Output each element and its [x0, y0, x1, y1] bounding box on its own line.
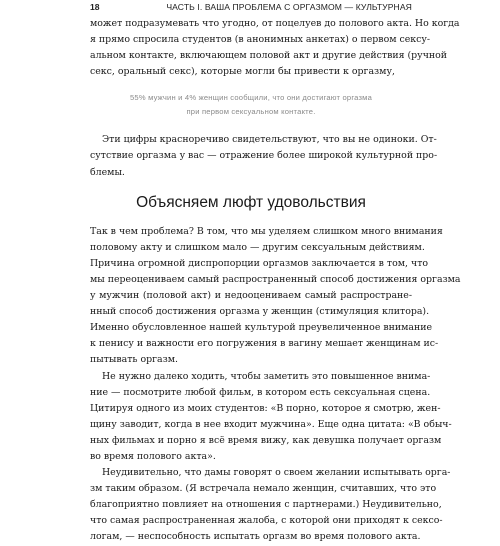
text-line: ных фильмах и порно я всё время вижу, как девушка получает оргазм: [90, 434, 442, 446]
text-line: блемы.: [90, 166, 125, 178]
text-line: зм таким образом. (Я встречала немало женщин, считавших, что это: [90, 483, 437, 495]
page-header: [90, 0, 412, 14]
page-number: 18: [90, 2, 100, 12]
paragraph-4: [90, 369, 452, 466]
callout-line: при первом сексуальном контакте.: [186, 107, 316, 117]
text-line: пытывать оргазм.: [90, 354, 179, 366]
text-line: секс, оральный секс), которые могли бы привести к оргазму,: [90, 66, 395, 78]
text-line: Так в чем проблема? В том, что мы уделяем слишком много внимания: [90, 225, 443, 237]
text-line: мы переоцениваем самый распространенный способ достижения оргазма: [90, 273, 461, 285]
text-line: щину заводит, когда в нее входит мужчина». Еще одна цитата: «В обыч-: [90, 418, 452, 430]
text-line: у мужчин (половой акт) и недооцениваем самый распростране-: [90, 290, 412, 302]
text-line: сутствие оргазма у вас — отражение более широкой культурной про-: [90, 150, 438, 162]
callout-line: 55% мужчин и 4% женщин сообщили, что они достигают оргазма: [129, 93, 373, 103]
text-line: Эти цифры красноречиво свидетельствуют, что вы не одиноки. От-: [102, 134, 437, 146]
statistic-callout: [90, 91, 412, 119]
text-line: Не нужно далеко ходить, чтобы заметить это повышенное внима-: [102, 370, 431, 382]
section-heading: Объясняем люфт удовольствия: [136, 193, 366, 211]
text-line: альном контакте, включающем половой акт и другие действия (ручной: [90, 50, 448, 62]
paragraph-3: [90, 224, 461, 369]
text-line: я прямо спросила студентов (в анонимных анкетах) о первом сексу-: [90, 34, 431, 46]
page-body: [90, 16, 461, 546]
text-line: Цитируя одного из моих студентов: «В порно, которое я смотрю, жен-: [90, 402, 441, 414]
paragraph-5: [90, 465, 451, 545]
text-line: логам, — неспособность испытать оргазм во время полового акта.: [90, 531, 421, 543]
text-line: Неудивительно, что дамы говорят о своем желании испытывать орга-: [102, 467, 451, 479]
text-line: нный способ достижения оргазма у женщин (стимуляция клитора).: [90, 306, 430, 318]
text-line: ние — посмотрите любой фильм, в котором есть сексуальная сцена.: [90, 386, 431, 398]
text-line: может подразумевать что угодно, от поцелуев до полового акта. Но когда: [90, 18, 460, 29]
text-line: благоприятно повлияет на отношения с партнерами.) Неудивительно,: [90, 499, 442, 511]
paragraph-2: [90, 132, 438, 180]
text-line: во время полового акта».: [90, 450, 216, 462]
paragraph-1: [90, 16, 460, 80]
text-line: половому акту и слишком мало — другим сексуальным действиям.: [90, 241, 425, 253]
text-line: к пенису и важности его погружения в вагину мешает женщинам ис-: [90, 338, 439, 350]
text-line: Причина огромной диспропорции оргазмов заключается в том, что: [90, 257, 429, 269]
text-line: что самая распространенная жалоба, с которой они приходят к сексо-: [90, 515, 443, 527]
text-line: Именно обусловленное нашей культурой преувеличенное внимание: [90, 322, 433, 334]
running-head: ЧАСТЬ I. ВАША ПРОБЛЕМА С ОРГАЗМОМ — КУЛЬТУРНАЯ: [166, 2, 412, 12]
